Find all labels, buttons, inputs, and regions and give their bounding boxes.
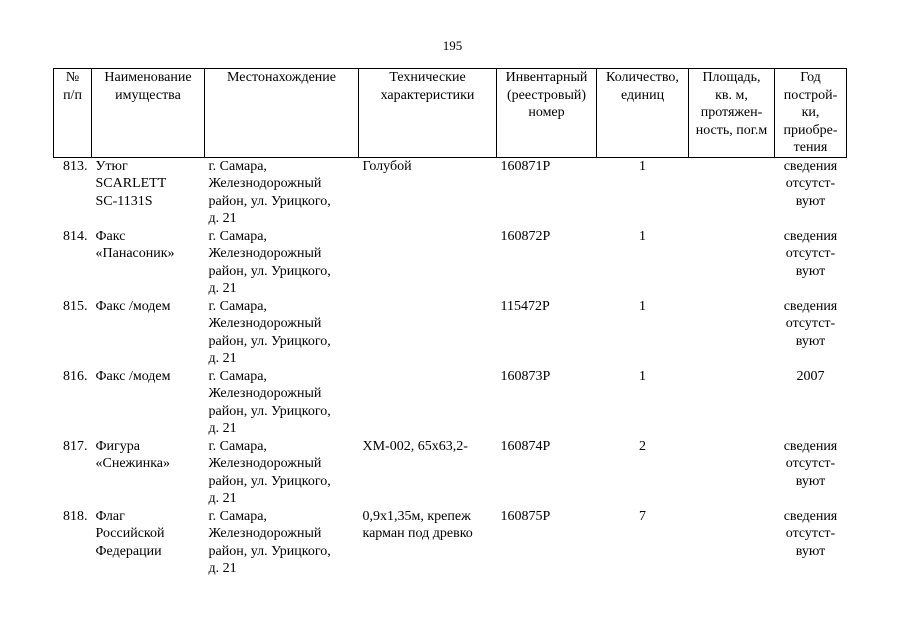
- table-row: [54, 228, 847, 298]
- table-row: [54, 508, 847, 578]
- row-area: [689, 157, 775, 228]
- row-area: [689, 228, 775, 298]
- row-number: 814.: [63, 228, 88, 244]
- row-tech: Голубой: [362, 158, 412, 174]
- row-name: Факс /модем: [95, 368, 171, 384]
- row-number: 815.: [63, 298, 88, 314]
- page-number: 195: [442, 38, 463, 53]
- row-inventory: 115472Р: [500, 298, 550, 314]
- table-row: [54, 298, 847, 368]
- row-location: г. Самара, Железнодорожный район, ул. Урицкого, д. 21: [208, 368, 331, 436]
- row-inventory: 160873Р: [500, 368, 551, 384]
- row-name: Флаг Российской Федерации: [95, 508, 165, 559]
- row-area: [689, 368, 775, 438]
- property-registry-table: [53, 68, 847, 578]
- row-year: сведения отсутст- вуют: [783, 438, 838, 489]
- table-row: [54, 438, 847, 508]
- row-location: г. Самара, Железнодорожный район, ул. Урицкого, д. 21: [208, 158, 331, 226]
- row-tech: 0,9х1,35м, крепеж карман под древко: [362, 508, 473, 541]
- row-tech: [359, 228, 497, 298]
- row-number: 813.: [63, 158, 88, 174]
- row-inventory: 160875Р: [500, 508, 551, 524]
- table-body: [54, 157, 847, 578]
- row-quantity: 7: [639, 508, 646, 524]
- row-area: [689, 298, 775, 368]
- table-header: [54, 69, 847, 158]
- row-location: г. Самара, Железнодорожный район, ул. Урицкого, д. 21: [208, 228, 331, 296]
- header-property-name: Наименование имущества: [92, 69, 205, 158]
- header-row: [54, 69, 847, 158]
- row-number: 817.: [63, 438, 88, 454]
- header-location: Местонахождение: [205, 69, 359, 158]
- row-number: 816.: [63, 368, 88, 384]
- row-inventory: 160874Р: [500, 438, 551, 454]
- header-technical-specs: Технические характеристики: [359, 69, 497, 158]
- header-quantity: Количество, единиц: [597, 69, 689, 158]
- row-name: Факс «Панасоник»: [95, 228, 175, 261]
- row-quantity: 1: [639, 368, 646, 384]
- row-name: Факс /модем: [95, 298, 171, 314]
- row-year: сведения отсутст- вуют: [783, 508, 838, 559]
- row-quantity: 1: [639, 158, 646, 174]
- row-quantity: 2: [639, 438, 646, 454]
- row-area: [689, 508, 775, 578]
- row-area: [689, 438, 775, 508]
- row-inventory: 160872Р: [500, 228, 551, 244]
- row-year: 2007: [796, 368, 825, 384]
- row-tech: ХМ-002, 65х63,2-: [362, 438, 468, 454]
- table-row: [54, 368, 847, 438]
- table-row: [54, 157, 847, 228]
- row-quantity: 1: [639, 298, 646, 314]
- row-year: сведения отсутст- вуют: [783, 158, 838, 209]
- row-year: сведения отсутст- вуют: [783, 228, 838, 279]
- row-inventory: 160871Р: [500, 158, 551, 174]
- row-tech: [359, 368, 497, 438]
- row-year: сведения отсутст- вуют: [783, 298, 838, 349]
- row-quantity: 1: [639, 228, 646, 244]
- row-tech: [359, 298, 497, 368]
- row-location: г. Самара, Железнодорожный район, ул. Урицкого, д. 21: [208, 508, 331, 576]
- header-year: Год построй- ки, приобре- тения: [775, 69, 847, 158]
- row-name: Фигура «Снежинка»: [95, 438, 171, 471]
- row-number: 818.: [63, 508, 88, 524]
- header-inventory-number: Инвентарный (реестровый) номер: [497, 69, 597, 158]
- row-location: г. Самара, Железнодорожный район, ул. Урицкого, д. 21: [208, 298, 331, 366]
- header-area: Площадь, кв. м, протяжен- ность, пог.м: [689, 69, 775, 158]
- row-location: г. Самара, Железнодорожный район, ул. Урицкого, д. 21: [208, 438, 331, 506]
- header-number: № п/п: [54, 69, 92, 158]
- row-name: Утюг SCARLETT SC-1131S: [95, 158, 167, 209]
